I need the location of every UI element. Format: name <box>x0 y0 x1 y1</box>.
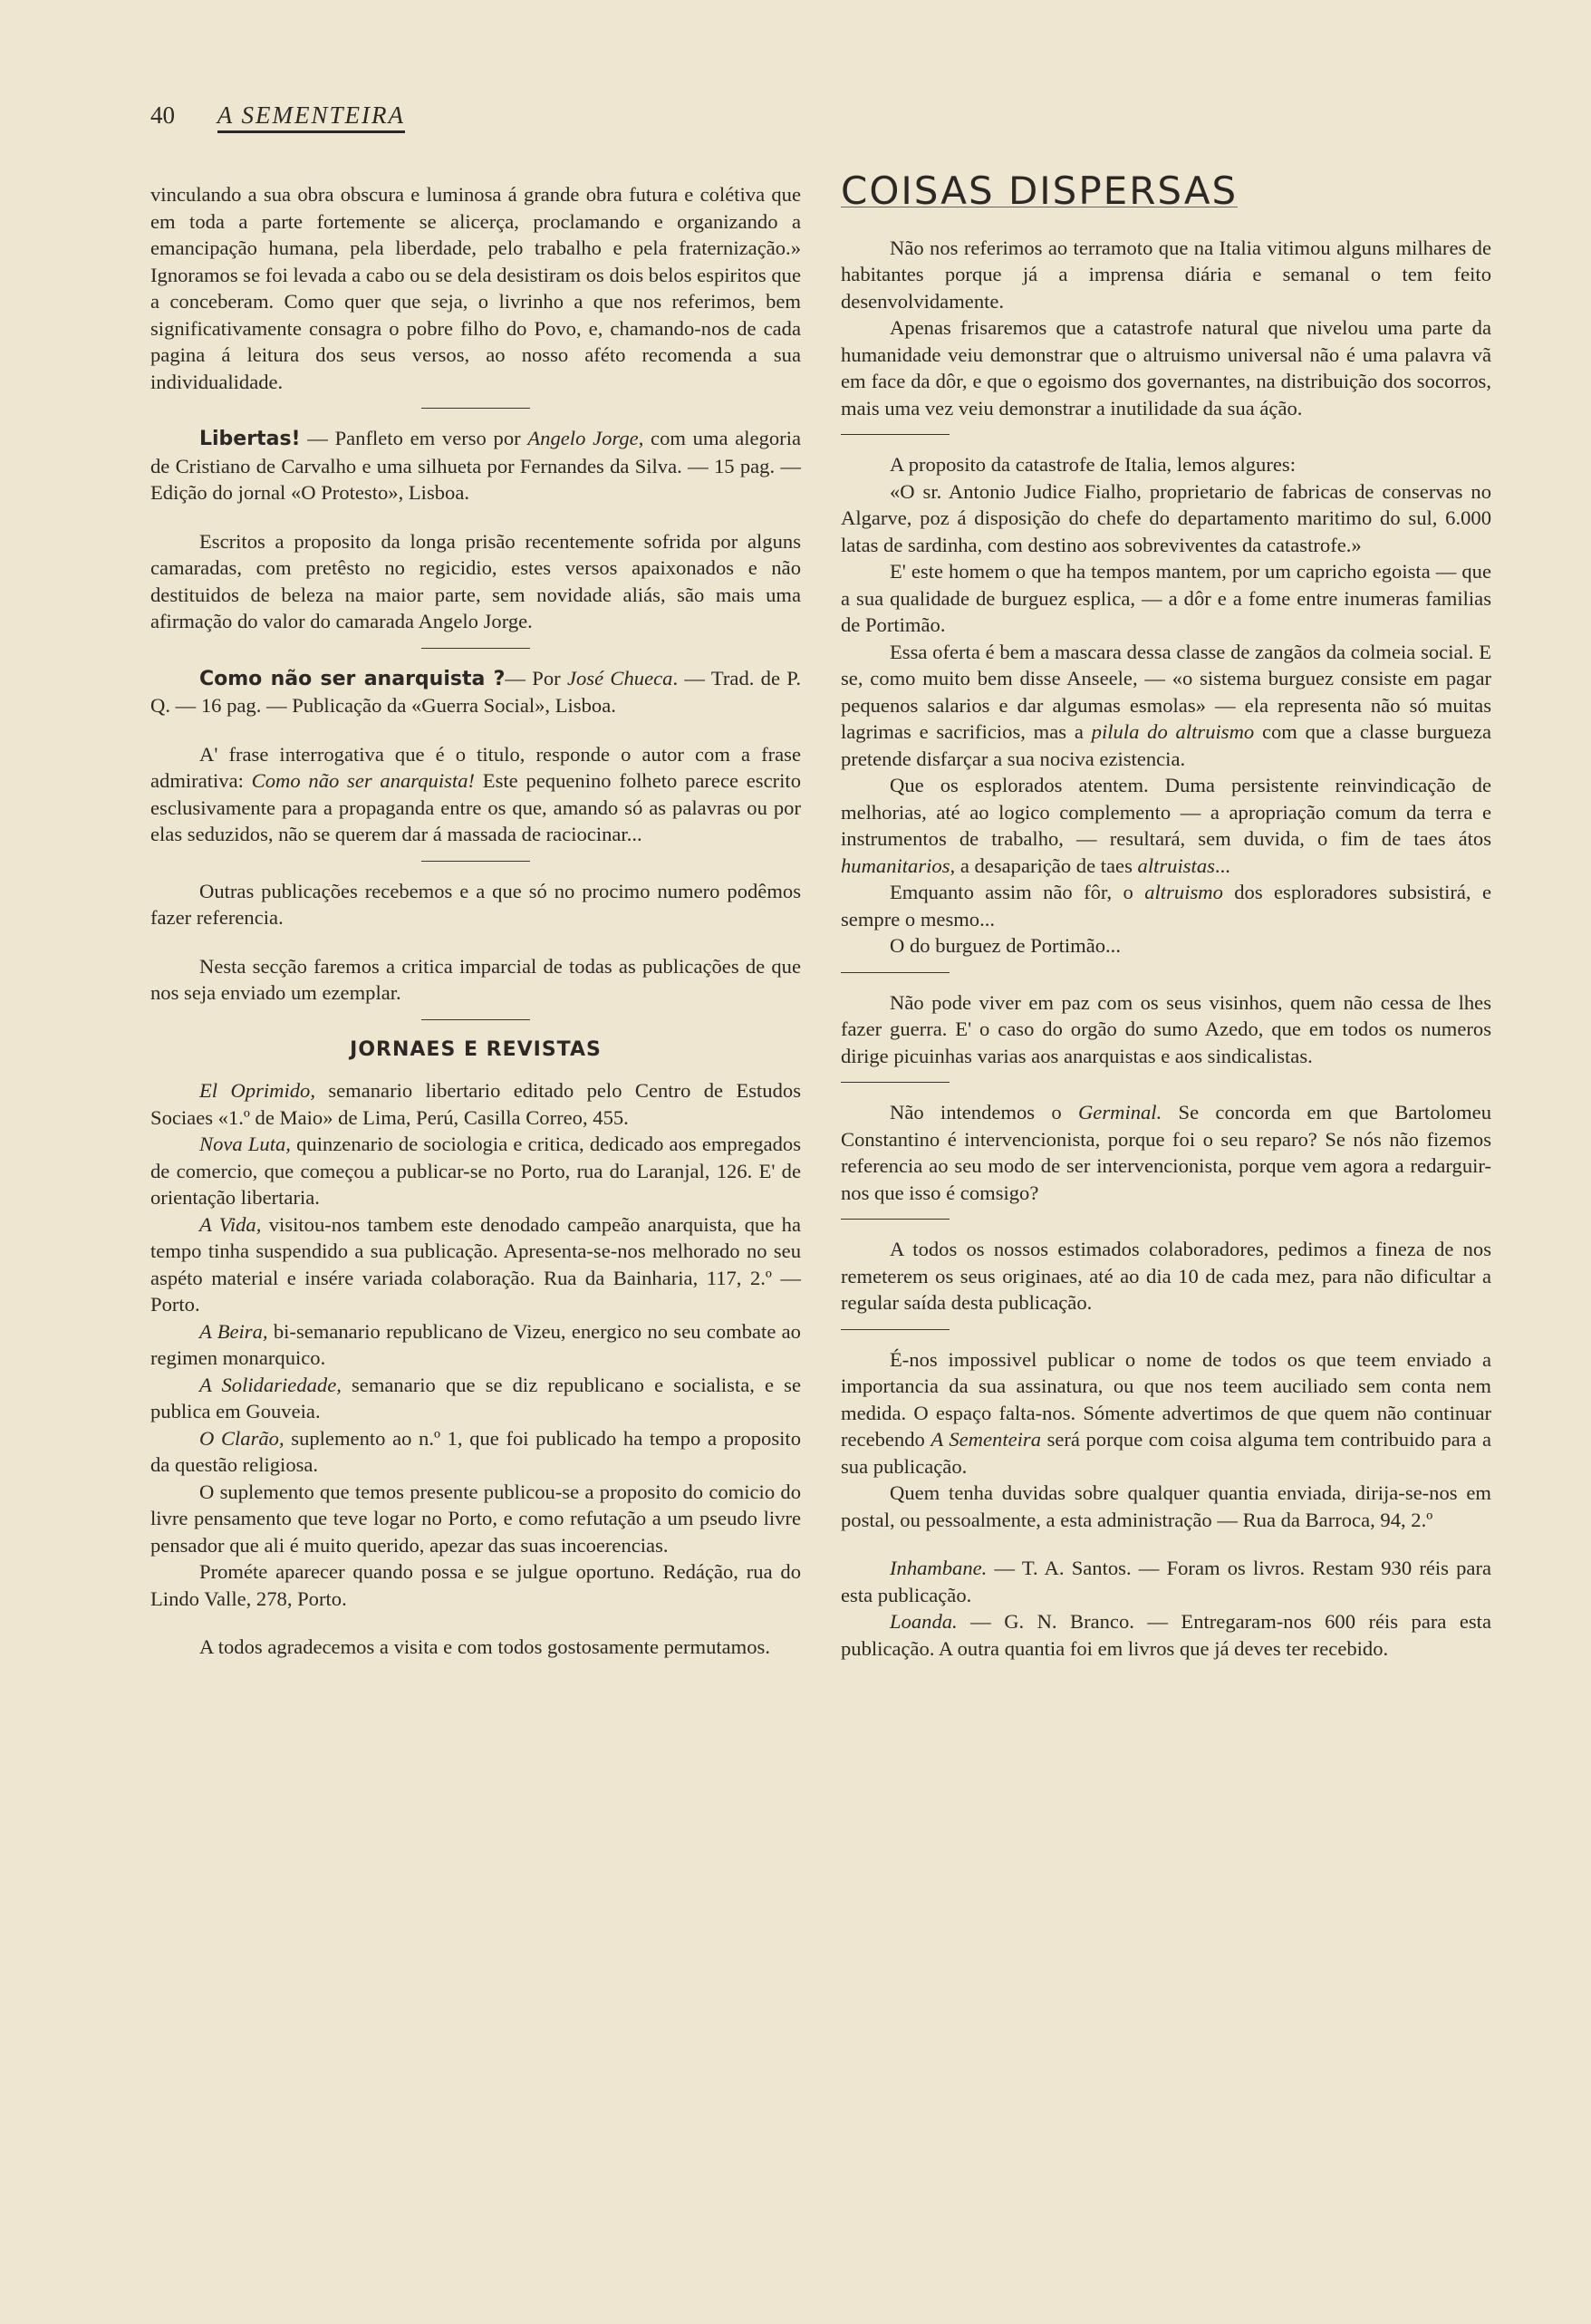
r15-italic: Inhambane. <box>890 1557 988 1579</box>
right-paragraph: Apenas frisaremos que a catastrofe natural que nivelou uma parte da humanidade veiu demonstrar que o altruismo universal não é uma palavra vã em face da dôr, e que o egoismo dos governantes, na distribuição dos socorros, mais uma vez veiu demonstrar a inutilidade da sua áção. <box>841 316 1491 419</box>
divider <box>841 1219 950 1220</box>
divider <box>841 1329 950 1330</box>
r11-italic: Germinal. <box>1077 1101 1162 1123</box>
r8-b: dos esploradores subsistirá, e sempre o mesmo... <box>841 881 1491 931</box>
r7-c: ... <box>1214 853 1230 877</box>
como-review-a: A' frase interrogativa que é o titulo, responde o autor com a frase admirativa: <box>150 742 801 792</box>
right-paragraph <box>841 1555 1491 1608</box>
libertas-entry <box>150 425 801 506</box>
j6-title: O Clarão, <box>199 1426 284 1450</box>
right-column <box>841 169 1491 1662</box>
j4-title: A Beira, <box>199 1319 268 1343</box>
right-paragraph: A todos os nossos estimados colaboradores, pedimos a fineza de nos remeterem os seus originaes, até ao dia 10 de cada mez, para não dificultar a regular saída desta publicação. <box>841 1238 1491 1314</box>
r16-text: — G. N. Branco. — Entregaram-nos 600 réis para esta publicação. A outra quantia foi em livros que já deves ter recebido. <box>841 1610 1491 1660</box>
right-paragraph <box>841 879 1491 932</box>
page-header <box>150 101 405 130</box>
r11-a: Não intendemos o <box>890 1101 1078 1123</box>
r7-a: Que os esplorados atentem. Duma persistente reinvindicação de melhorias, até ao logico complemento — a apropriação comum da terra e instrumentos de trabalho, — resultará, sem duvida, o fim de taes átos <box>841 774 1491 850</box>
r8-italic: altruismo <box>1144 881 1223 903</box>
divider <box>421 1019 530 1020</box>
r8-a: Emquanto assim não fôr, o <box>890 881 1145 903</box>
j1-text: semanario libertario editado pelo Centro de Estudos Sociaes «1.º de Maio» de Lima, Perú, Casilla Correo, 455. <box>150 1079 801 1129</box>
como-text-b: . — Trad. de P. Q. — 16 pag. — Publicação da «Guerra Social», Lisboa. <box>150 666 802 717</box>
r6-b: com que a classe burgueza pretende disfarçar a sua nociva ezistencia. <box>841 720 1491 770</box>
r11-b: Se concorda em que Bartolomeu Constantino é intervencionista, porque foi o seu reparo? Se nós não fizemos referencia ao seu modo de ser intervencionista, porque vem agora a redarguir-nos que isso é comsigo? <box>841 1101 1491 1204</box>
r7-italic2: altruistas <box>1137 853 1215 877</box>
como-author: José Chueca <box>566 666 673 689</box>
journal-entry <box>150 1211 801 1318</box>
divider <box>841 972 950 973</box>
journal-entry <box>150 1077 801 1131</box>
right-paragraph: Não pode viver em paz com os seus visinhos, quem não cessa de lhes fazer guerra. E' o caso do orgão do sumo Azedo, que em todos os numeros dirige picuinhas varias aos anarquistas e aos sindicalistas. <box>841 990 1491 1067</box>
r15-text: — T. A. Santos. — Foram os livros. Restam 930 réis para esta publicação. <box>841 1557 1491 1606</box>
page-number: 40 <box>150 101 175 129</box>
right-paragraph: «O sr. Antonio Judice Fialho, proprietario de fabricas de conservas no Algarve, poz á disposição do chefe do departamento maritimo do sul, 6.000 latas de sardinha, com destino aos sobreviventes da catastrofe.» <box>841 479 1491 556</box>
como-review-b: Este pequenino folheto parece escrito esclusivamente para a propaganda entre os que, amando só as palavras ou por elas seduzidos, não se querem dar á massada de raciocinar... <box>150 769 801 845</box>
right-paragraph <box>841 1608 1491 1662</box>
r6-a: Essa oferta é bem a mascara dessa classe de zangãos da colmeia social. E se, como muito bem disse Anseele, — «o sistema burguez consiste em pagar pequenos salarios e dar algumas esmolas» — ela representa não só muitas lagrimas e sacrificios, mas a <box>841 640 1491 743</box>
libertas-review: Escritos a proposito da longa prisão recentemente sofrida por alguns camaradas, com pretêsto no regicidio, estes versos apaixonados e não destituidos de beleza na maior parte, sem novidade aliás, são mais uma afirmação do valor do camarada Angelo Jorge. <box>150 529 801 632</box>
j2-title: Nova Luta, <box>199 1133 291 1155</box>
como-review <box>150 741 801 848</box>
right-paragraph <box>841 1099 1491 1206</box>
r7-b: a desaparição de taes <box>955 853 1138 877</box>
right-paragraph: O do burguez de Portimão... <box>890 934 1121 957</box>
journal-entry <box>150 1372 801 1425</box>
nesta-paragraph: Nesta secção faremos a critica imparcial de todas as publicações de que nos seja enviado um ezemplar. <box>150 954 801 1004</box>
j3-text: visitou-nos tambem este denodado campeão anarquista, que ha tempo tinha suspendido a sua publicação. Apresenta-se-nos melhorado no seu aspéto material e insére variada colaboração. Rua da Bainharia, 117, 2.º — Porto. <box>150 1212 802 1316</box>
j6-text: suplemento ao n.º 1, que foi publicado ha tempo a proposito da questão religiosa. <box>150 1426 801 1476</box>
como-entry <box>150 665 801 719</box>
j1-title: El Oprimido, <box>199 1079 315 1102</box>
r16-italic: Loanda. <box>890 1610 958 1633</box>
divider <box>421 408 530 409</box>
libertas-text-b: , com uma alegoria de Cristiano de Carvalho e uma silhueta por Fernandes da Silva. — 15 pag. — Edição do jornal «O Protesto», Lisboa. <box>150 427 802 504</box>
right-paragraph <box>841 772 1491 879</box>
coisas-dispersas-heading: COISAS DISPERSAS <box>841 169 1239 213</box>
r13-a: É-nos impossivel publicar o nome de todos os que teem enviado a importancia da sua assinatura, ou que nos teem auciliado sem conta nem medida. O espaço falta-nos. Sómente advertimos de que quem não continuar recebendo <box>841 1347 1491 1451</box>
j2-text: quinzenario de sociologia e critica, dedicado aos empregados de comercio, que começou a publicar-se no Porto, rua do Laranjal, 126. E' de orientação libertaria. <box>150 1133 801 1209</box>
journal-entry <box>150 1318 801 1372</box>
right-paragraph: Quem tenha duvidas sobre qualquer quantia enviada, dirija-se-nos em postal, ou pessoalmente, a esta administração — Rua da Barroca, 94, 2.º <box>841 1481 1491 1531</box>
libertas-text-a: — Panfleto em verso por <box>300 427 528 449</box>
r13-b: será porque com coisa alguma tem contribuido para a sua publicação. <box>841 1428 1491 1478</box>
journal-title: A SEMENTEIRA <box>217 101 405 133</box>
r6-italic: pilula do altruismo <box>1091 720 1255 743</box>
outras-paragraph: Outras publicações recebemos e a que só no procimo numero podêmos fazer referencia. <box>150 879 801 929</box>
journal-entry <box>150 1425 801 1479</box>
como-review-italic: Como não ser anarquista! <box>251 769 476 792</box>
right-paragraph <box>841 639 1491 773</box>
r7-italic1: humanitarios, <box>841 853 956 877</box>
right-paragraph: A proposito da catastrofe de Italia, lemos algures: <box>890 453 1296 476</box>
j3-title: A Vida, <box>199 1212 262 1236</box>
jornaes-heading: JORNAES E REVISTAS <box>350 1037 602 1061</box>
agradecemos-paragraph: A todos agradecemos a visita e com todos gostosamente permutamos. <box>199 1635 770 1658</box>
divider <box>421 861 530 862</box>
right-paragraph <box>841 1346 1491 1480</box>
right-paragraph: E' este homem o que ha tempos mantem, por um capricho egoista — que a sua qualidade de burguez esplica, — a dôr e a fome entre inumeras familias de Portimão. <box>841 560 1491 636</box>
j5-title: A Solidariedade, <box>199 1373 342 1396</box>
libertas-title: Libertas! <box>199 428 301 450</box>
right-paragraph: Não nos referimos ao terramoto que na Italia vitimou alguns milhares de habitantes porque já a imprensa diária e semanal o tem feito desenvolvidamente. <box>841 236 1491 313</box>
divider <box>421 648 530 649</box>
divider <box>841 434 950 435</box>
j5-text: semanario que se diz republicano e socialista, e se publica em Gouveia. <box>150 1373 801 1422</box>
como-title: Como não ser anarquista ? <box>199 667 506 690</box>
r13-italic: A Sementeira <box>930 1428 1041 1451</box>
left-column <box>150 181 801 1661</box>
intro-paragraph: vinculando a sua obra obscura e luminosa á grande obra futura e colétiva que em toda a parte fortemente se alicerça, proclamando e organizando a emancipação humana, pela liberdade, pelo trabalho e pela fraternização.» Ignoramos se foi levada a cabo ou se dela desistiram os dois belos espiritos que a conceberam. Como quer que seja, o livrinho a que nos referimos, bem significativamente consagra o pobre filho do Povo, e, chamando-nos de cada pagina á leitura dos seus versos, ao nosso aféto recomenda a sua individualidade. <box>150 183 801 393</box>
como-text-a: — Por <box>505 666 567 689</box>
divider <box>841 1082 950 1083</box>
journal-paragraph: O suplemento que temos presente publicou-se a proposito do comicio do livre pensamento que teve logar no Porto, e como refutação a um pseudo livre pensador que ali é muito querido, apezar das suas incoerencias. <box>150 1480 801 1557</box>
libertas-author: Angelo Jorge <box>527 427 639 449</box>
journal-entry <box>150 1131 801 1211</box>
j4-text: bi-semanario republicano de Vizeu, energico no seu combate ao regimen monarquico. <box>150 1319 801 1369</box>
journal-paragraph: Prométe aparecer quando possa e se julgue oportuno. Redáção, rua do Lindo Valle, 278, Porto. <box>150 1560 801 1610</box>
